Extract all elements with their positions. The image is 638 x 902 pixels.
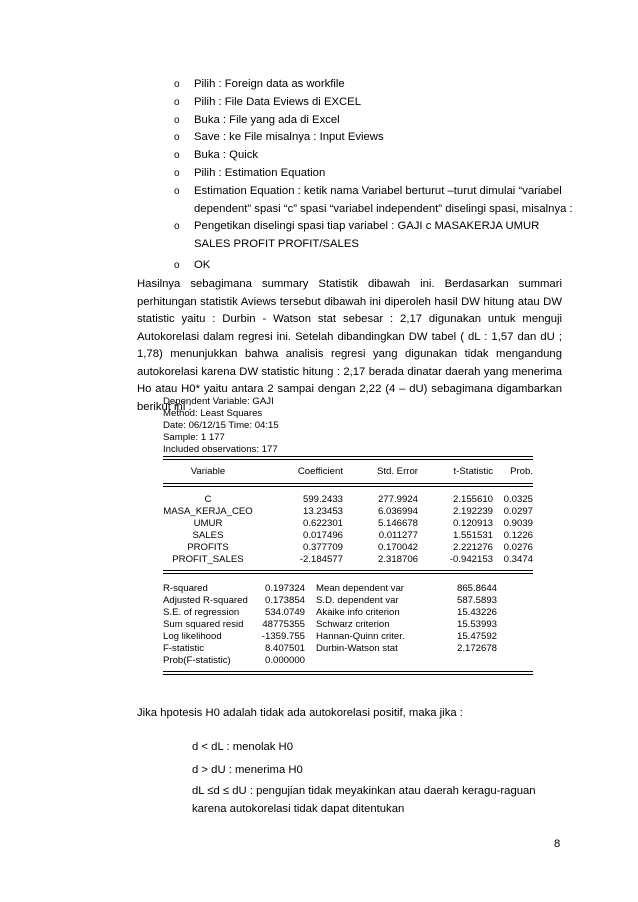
stat-label (305, 655, 436, 667)
list-item-text: OK (194, 258, 211, 271)
cell-t-statistic: 2.155610 (452, 494, 493, 505)
table-row (163, 542, 533, 554)
hypothesis-intro: Jika hpotesis H0 adalah tidak ada autokorelasi positif, maka jika : (137, 707, 463, 719)
table-header (163, 460, 533, 483)
stat-label: S.E. of regression (163, 607, 240, 618)
stat-value: 0.000000 (264, 655, 305, 666)
stat-value (436, 655, 497, 667)
coefficient-rows (163, 487, 533, 570)
list-item (174, 218, 574, 254)
stat-value: 48775355 (262, 619, 305, 630)
cell-variable: PROFITS (187, 542, 229, 553)
bullet-marker: o (174, 150, 180, 162)
table-row (163, 518, 533, 530)
list-item (174, 165, 574, 183)
cell-prob: 0.0297 (503, 506, 533, 517)
regression-stats (163, 574, 533, 667)
condition-accept: d > dU : menerima H0 (192, 764, 303, 776)
condition-inconclusive: dL ≤d ≤ dU : pengujian tidak meyakinkan atau daerah keragu-raguan karena autokorelasi tidak dapat ditentukan (192, 785, 536, 815)
stat-row (163, 643, 533, 655)
cell-coefficient: 0.622301 (302, 518, 343, 529)
bullet-marker: o (174, 167, 180, 179)
stat-label: S.D. dependent var (316, 595, 399, 606)
list-item (174, 257, 574, 275)
bullet-marker: o (174, 79, 180, 90)
list-item-text: Pilih : Foreign data as workfile (194, 78, 345, 90)
cell-std-error: 6.036994 (377, 506, 418, 517)
col-t-statistic: t-Statistic (453, 466, 493, 477)
cell-variable: UMUR (193, 518, 223, 529)
eviews-header (163, 396, 533, 456)
observations-line: Included observations: 177 (163, 444, 278, 455)
list-item-text: Pengetikan diselingi spasi tiap variabel : GAJI c MASAKERJA UMUR SALES PROFIT PROFIT/SALES (194, 220, 540, 251)
cell-prob: 0.3474 (503, 554, 533, 565)
stat-label: Mean dependent var (316, 583, 405, 594)
stat-value: 2.172678 (456, 643, 497, 654)
stat-label: Schwarz criterion (316, 619, 390, 630)
stat-row (163, 655, 533, 667)
page-number: 8 (554, 838, 561, 850)
stat-value: 534.0749 (264, 607, 305, 618)
cell-t-statistic: 2.221276 (452, 542, 493, 553)
cell-std-error: 277.9924 (377, 494, 418, 505)
table-row (163, 530, 533, 542)
method-line: Method: Least Squares (163, 408, 263, 419)
summary-paragraph: Hasilnya sebagimana summary Statistik dibawah ini. Berdasarkan summari perhitungan statistik Aviews tersebut dibawah ini diperoleh hasil DW hitung atau DW statistic yaitu : Durbin - Watson stat sebesar : 2,17 digunakan untuk menguji Autokorelasi dalam regresi ini. Setelah dibandingkan DW tabel ( dL : 1,57 dan dU ; 1,78) menunjukkan bahwa analisis regresi yang digunakan tidak mengandung autokorelasi karena DW statistic hitung : 2,17 berada dinatar daerah yang menerima Ho atau H0* yaitu antara 2 sampai dengan 2,22 (4 – dU) sebagimana digambarkan berikut ini : (137, 278, 562, 413)
condition-reject: d < dL : menolak H0 (192, 741, 293, 753)
cell-variable: MASA_KERJA_CEO (163, 506, 253, 517)
stat-label: Log likelihood (163, 631, 222, 642)
table-bottom-rule (163, 671, 533, 675)
stat-row (163, 583, 533, 595)
bullet-marker: o (174, 259, 180, 271)
stat-label: Durbin-Watson stat (316, 643, 398, 654)
stat-value: -1359.755 (261, 631, 305, 642)
bullet-marker: o (174, 221, 180, 233)
list-item (174, 76, 574, 94)
cell-coefficient: 599.2433 (302, 494, 343, 505)
cell-coefficient: 0.377709 (302, 542, 343, 553)
stat-value: 587.5893 (456, 595, 497, 606)
cell-prob: 0.0276 (503, 542, 533, 553)
cell-prob: 0.9039 (503, 518, 533, 529)
cell-std-error: 5.146678 (377, 518, 418, 529)
stat-value: 15.53993 (456, 619, 497, 630)
stat-label: Akaike info criterion (316, 607, 400, 618)
list-item (174, 129, 574, 147)
stat-label: F-statistic (163, 643, 205, 654)
list-item-text: Save : ke File misalnya : Input Eviews (194, 131, 384, 144)
stat-label: Prob(F-statistic) (163, 655, 231, 666)
stat-value: 865.8644 (456, 583, 497, 594)
stat-value: 8.407501 (264, 643, 305, 654)
list-item (174, 183, 574, 219)
cell-prob: 0.1226 (503, 530, 533, 541)
stat-label: Hannan-Quinn criter. (316, 631, 405, 642)
stat-label: R-squared (163, 583, 208, 594)
cell-t-statistic: 2.192239 (452, 506, 493, 517)
col-variable: Variable (190, 466, 226, 477)
list-item (174, 112, 574, 130)
cell-variable: SALES (192, 530, 224, 541)
bullet-marker: o (174, 185, 180, 197)
table-row (163, 554, 533, 566)
dependent-variable-line: Dependent Variable: GAJI (163, 396, 274, 407)
cell-coefficient: 13.23453 (302, 506, 343, 517)
stat-value: 0.197324 (264, 583, 305, 594)
stat-row (163, 619, 533, 631)
eviews-output (163, 396, 533, 675)
stat-row (163, 595, 533, 607)
list-item-text: Pilih : File Data Eviews di EXCEL (194, 95, 362, 108)
cell-coefficient: -2.184577 (299, 554, 343, 565)
cell-variable: PROFIT_SALES (172, 554, 244, 565)
table-row (163, 506, 533, 518)
list-item-text: Buka : Quick (194, 149, 259, 162)
cell-std-error: 0.170042 (377, 542, 418, 553)
stat-value: 15.47592 (456, 631, 497, 642)
col-prob: Prob. (510, 466, 533, 477)
bullet-marker: o (174, 132, 180, 144)
stat-row (163, 631, 533, 643)
steps-list (174, 76, 574, 275)
stat-label: Adjusted R-squared (163, 595, 248, 606)
cell-t-statistic: 1.551531 (452, 530, 493, 541)
date-line: Date: 06/12/15 Time: 04:15 (163, 420, 279, 431)
list-item-text: Buka : File yang ada di Excel (194, 113, 340, 126)
cell-prob: 0.0325 (503, 494, 533, 505)
list-item-text: Estimation Equation : ketik nama Variabel berturut –turut dimulai “variabel dependent” spasi “c” spasi “variabel independent” diselingi spasi, misalnya : (194, 184, 573, 215)
cell-std-error: 2.318706 (377, 554, 418, 565)
sample-line: Sample: 1 177 (163, 432, 225, 443)
stat-value: 0.173854 (264, 595, 305, 606)
cell-std-error: 0.011277 (378, 530, 418, 541)
stat-row (163, 607, 533, 619)
list-item (174, 94, 574, 112)
table-row (163, 494, 533, 506)
list-item (174, 147, 574, 165)
cell-coefficient: 0.017496 (302, 530, 343, 541)
cell-variable: C (204, 494, 212, 505)
col-coefficient: Coefficient (297, 466, 343, 477)
bullet-marker: o (174, 114, 180, 126)
stat-label: Sum squared resid (163, 619, 244, 630)
col-std-error: Std. Error (376, 466, 418, 477)
cell-t-statistic: 0.120913 (452, 518, 493, 529)
stat-value: 15.43226 (456, 607, 497, 618)
cell-t-statistic: -0.942153 (449, 554, 493, 565)
list-item-text: Pilih : Estimation Equation (194, 166, 326, 179)
bullet-marker: o (174, 96, 180, 108)
